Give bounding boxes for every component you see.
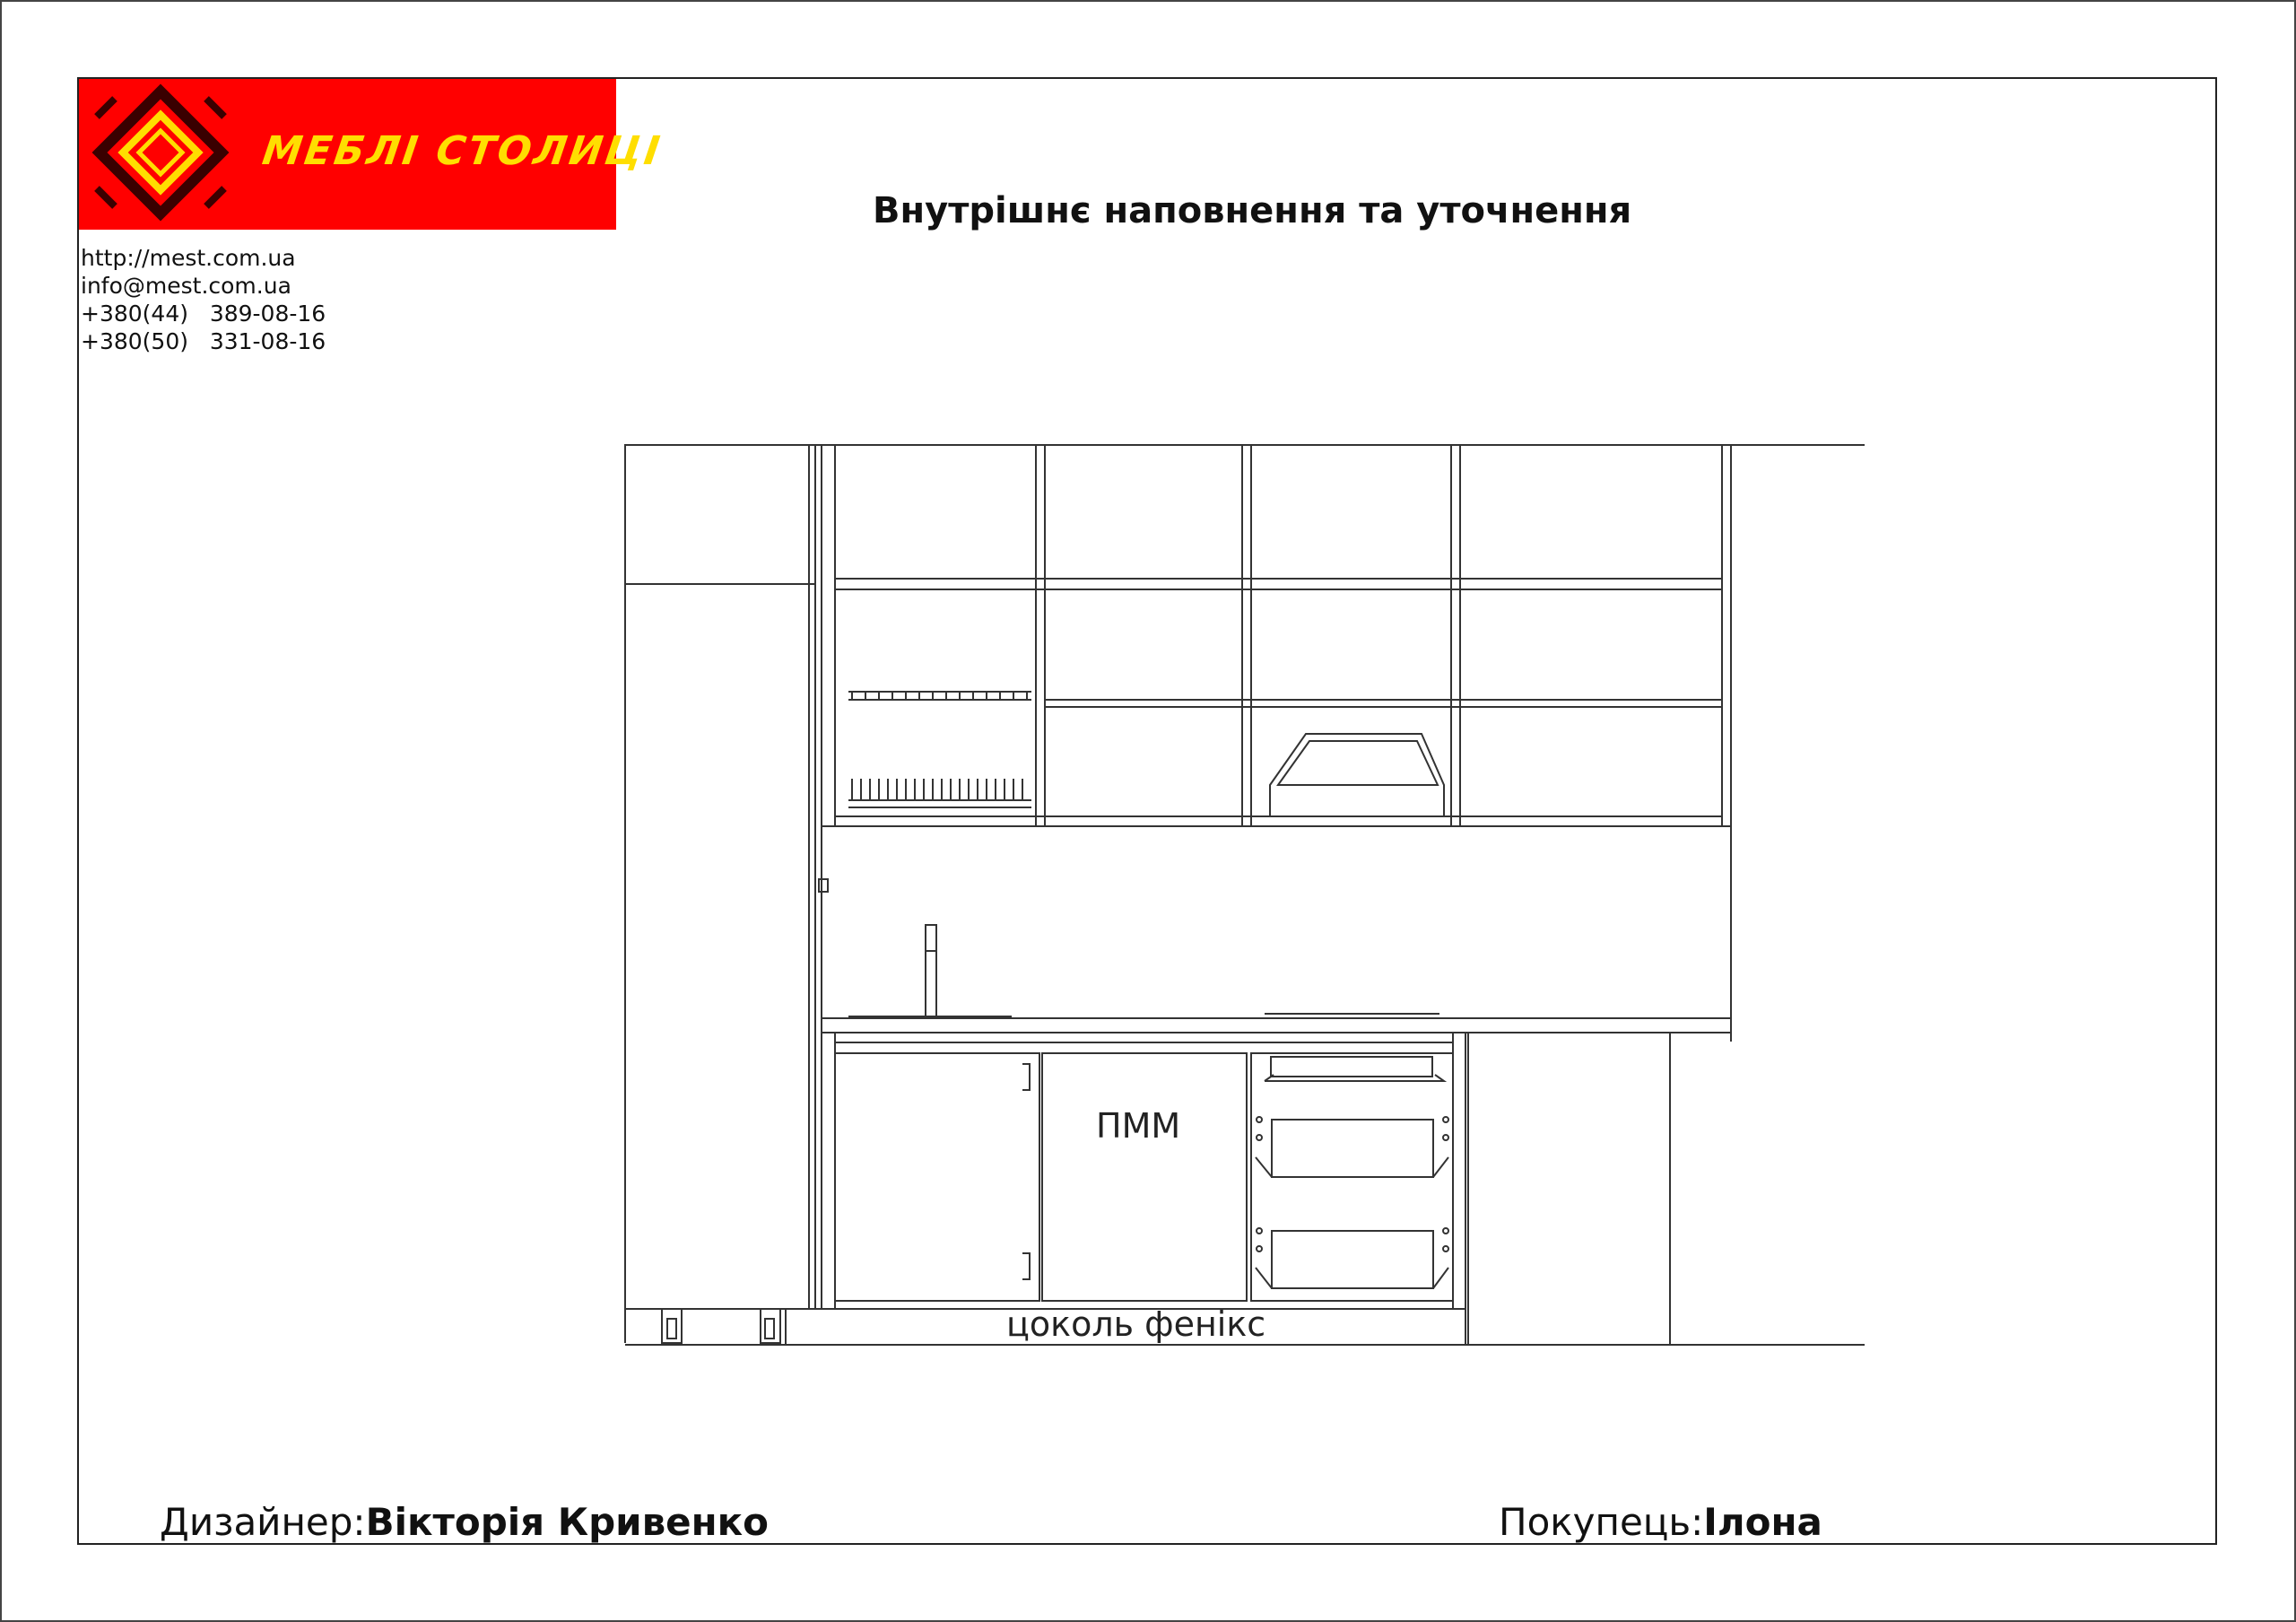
countertop [822,1018,1731,1033]
upper-wall-units [822,445,1731,826]
brand-name: МЕБЛІ СТОЛИЦІ [259,128,665,174]
plinth-label: цоколь фенікс [1006,1304,1266,1344]
range-hood [1270,734,1444,816]
customer-caption [1499,1500,1822,1544]
designer-caption [160,1500,769,1544]
base-cabinets [822,1033,1465,1309]
website-link[interactable]: http://mest.com.ua [81,245,296,271]
email-link[interactable]: info@mest.com.ua [81,273,291,299]
designer-name: Вікторія Кривенко [365,1500,770,1544]
phone-2: +380(50) 331-08-16 [81,328,326,354]
designer-label: Дизайнер: [160,1500,366,1544]
customer-label: Покупець: [1499,1500,1704,1544]
tall-cabinet [625,445,815,1309]
sink-cabinet-door [835,1053,1039,1301]
drawer-1 [1272,1120,1433,1177]
end-panel [1468,1033,1670,1345]
drawer-2 [1272,1231,1433,1288]
phone-1: +380(44) 389-08-16 [81,301,326,327]
dish-rack-upper [848,692,1031,700]
backsplash [822,826,1731,1018]
customer-name: Ілона [1703,1500,1822,1544]
dish-rack-lower [848,779,1031,807]
dishwasher-panel [1042,1053,1247,1301]
page-title: Внутрішнє наповнення та уточнення [873,190,1632,231]
dishwasher-label: ПММ [1096,1106,1181,1146]
faucet [926,925,936,1016]
